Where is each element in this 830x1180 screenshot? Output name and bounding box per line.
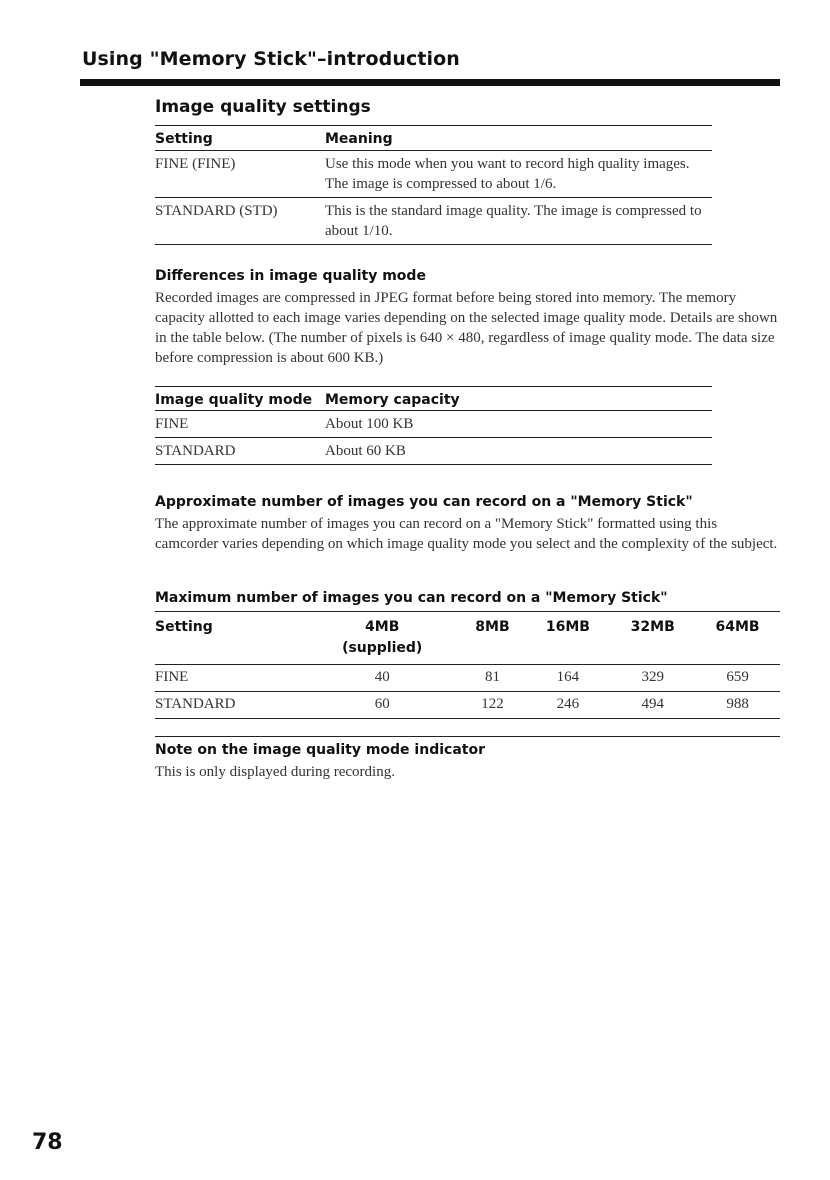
table-row — [155, 151, 712, 198]
column-header-setting: Setting — [155, 126, 325, 151]
section-title: Image quality settings — [155, 97, 371, 117]
table-row — [155, 411, 712, 438]
column-header-meaning: Meaning — [325, 126, 712, 151]
meaning-cell: Use this mode when you want to record high quality images. The image is compressed to about 1/6. — [325, 151, 712, 198]
value-cell: 40 — [305, 665, 459, 692]
mode-cell: FINE — [155, 411, 325, 438]
table-row — [155, 198, 712, 245]
note-paragraph: This is only displayed during recording. — [155, 764, 395, 780]
note-heading: Note on the image quality mode indicator — [155, 742, 485, 758]
maximum-images-table — [155, 611, 780, 719]
value-cell: 81 — [459, 665, 525, 692]
table-header-row — [155, 126, 712, 151]
maximum-heading: Maximum number of images you can record on a "Memory Stick" — [155, 590, 668, 606]
column-header-16mb: 16MB — [525, 612, 610, 665]
header-rule — [80, 79, 780, 86]
column-header-8mb: 8MB — [459, 612, 525, 665]
column-header-4mb — [305, 612, 459, 665]
differences-heading: Differences in image quality mode — [155, 268, 426, 284]
table-row — [155, 692, 780, 719]
column-header-mode: Image quality mode — [155, 387, 325, 411]
setting-cell: STANDARD (STD) — [155, 198, 325, 245]
value-cell: 494 — [610, 692, 695, 719]
header-4mb-supplied: (supplied) — [342, 640, 423, 656]
column-header-setting: Setting — [155, 612, 305, 665]
note-rule — [155, 736, 780, 737]
column-header-capacity: Memory capacity — [325, 387, 712, 411]
table-header-row — [155, 612, 780, 665]
page-header-title: Using "Memory Stick"–introduction — [82, 48, 460, 70]
value-cell: 329 — [610, 665, 695, 692]
value-cell: 122 — [459, 692, 525, 719]
page-number: 78 — [32, 1130, 63, 1155]
mode-cell: STANDARD — [155, 438, 325, 465]
value-cell: 988 — [695, 692, 780, 719]
table-header-row — [155, 387, 712, 411]
header-4mb-label: 4MB — [365, 619, 400, 635]
table-row — [155, 665, 780, 692]
setting-cell: FINE (FINE) — [155, 151, 325, 198]
column-header-64mb: 64MB — [695, 612, 780, 665]
table-row — [155, 438, 712, 465]
capacity-cell: About 100 KB — [325, 411, 712, 438]
approximate-heading: Approximate number of images you can record on a "Memory Stick" — [155, 494, 693, 510]
differences-paragraph: Recorded images are compressed in JPEG format before being stored into memory. The memory capacity allotted to each image varies depending on the selected image quality mode. Details are shown in the table below. (The number of pixels is 640 × 480, regardless of image quality mode. The data size before compression is about 600 KB.) — [155, 290, 778, 366]
value-cell: 60 — [305, 692, 459, 719]
setting-cell: FINE — [155, 665, 305, 692]
capacity-cell: About 60 KB — [325, 438, 712, 465]
value-cell: 164 — [525, 665, 610, 692]
approximate-paragraph: The approximate number of images you can record on a "Memory Stick" formatted using this camcorder varies depending on which image quality mode you select and the complexity of the subject. — [155, 516, 778, 552]
capacity-table — [155, 386, 712, 465]
meaning-cell: This is the standard image quality. The image is compressed to about 1/10. — [325, 198, 712, 245]
column-header-32mb: 32MB — [610, 612, 695, 665]
value-cell: 246 — [525, 692, 610, 719]
value-cell: 659 — [695, 665, 780, 692]
settings-table — [155, 125, 712, 245]
setting-cell: STANDARD — [155, 692, 305, 719]
